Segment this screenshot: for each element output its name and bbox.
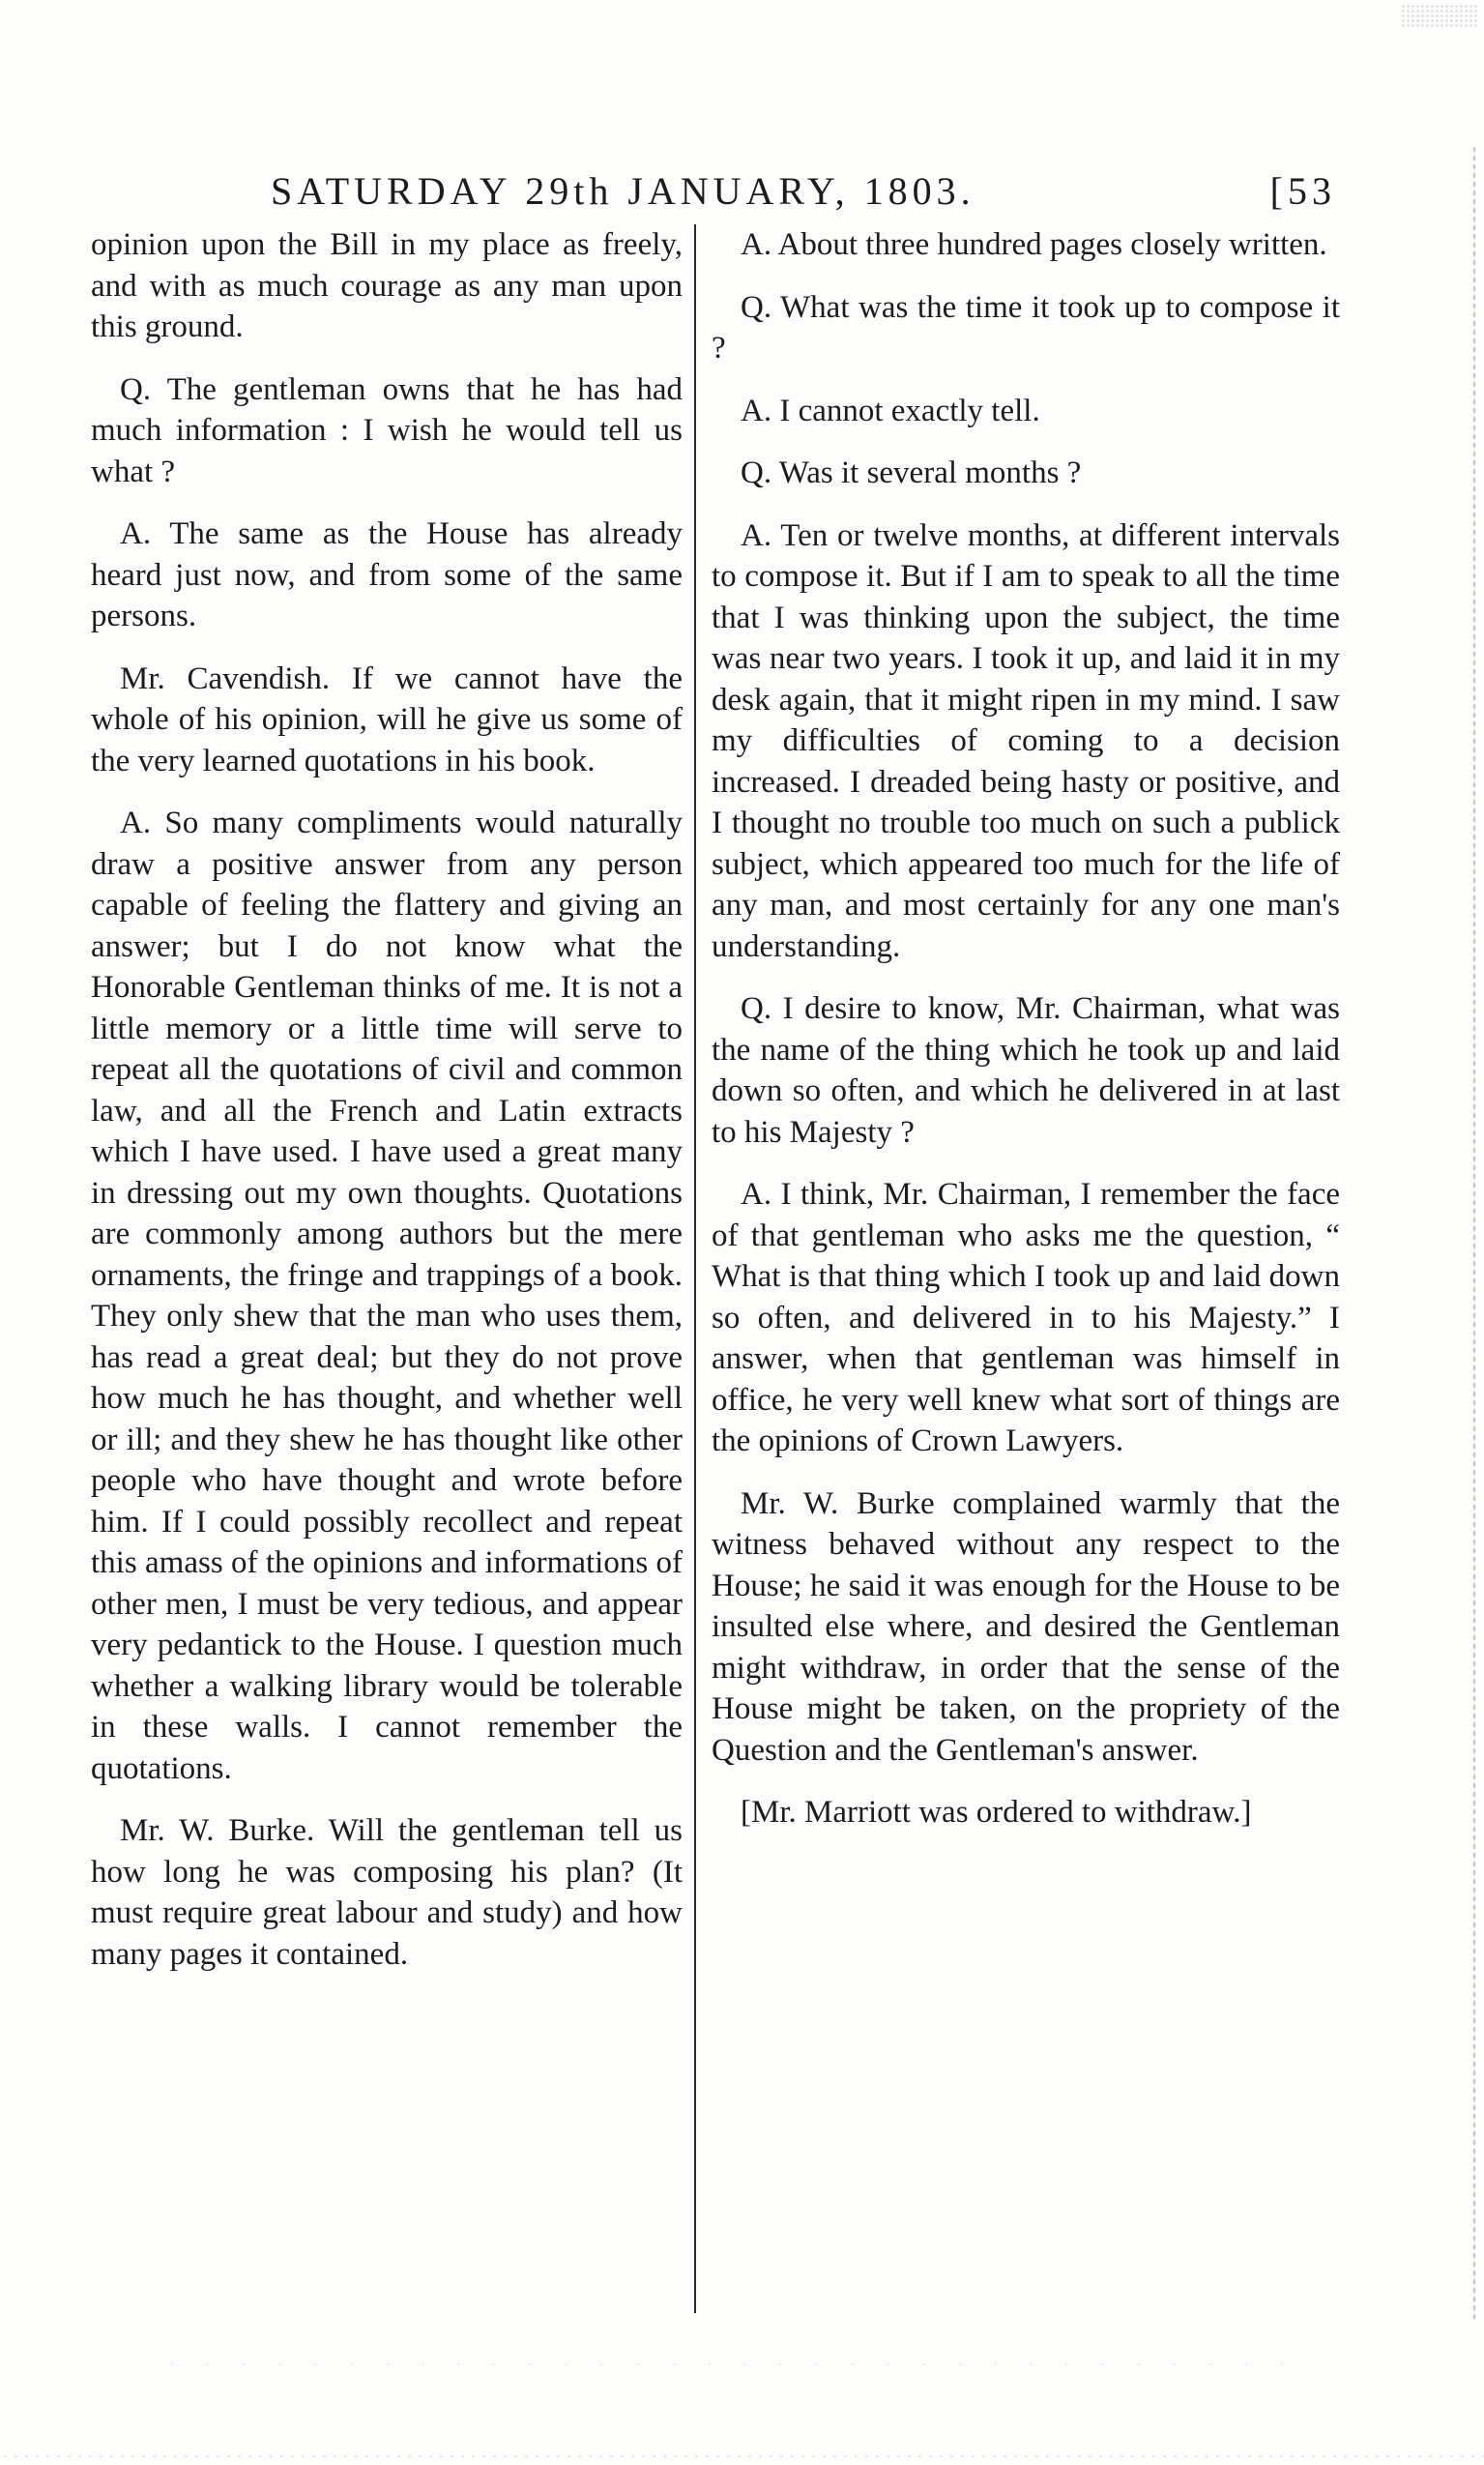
paragraph: Mr. Cavendish. If we cannot have the whole of his opinion, will he give us some of the very learned quotations in his book. [91, 660, 683, 778]
paragraph: Q. Was it several months ? [741, 455, 1082, 490]
scan-noise-bottom-edge [0, 2453, 1484, 2459]
paragraph: Q. I desire to know, Mr. Chairman, what was the name of the thing which he took up and laid down so often, and which he delivered in at last to his Majesty ? [712, 991, 1340, 1150]
paragraph: Q. What was the time it took up to compose it ? [712, 289, 1340, 366]
scan-noise-corner [1401, 4, 1478, 29]
paragraph: A. So many compliments would naturally draw a positive answer from any person capable of feeling the flattery and giving an answer; but I do not know what the Honorable Gentleman thinks of me. It is not a little memory or a little time will serve to repeat all the quotations of civil and common law, and all the French and Latin extracts which I have used. I have used a great many in dressing out my own thoughts. Quotations are commonly among authors but the mere ornaments, the fringe and trappings of a book. They only shew that the man who uses them, has read a great deal; but they do not prove how much he has thought, and whether well or ill; and they shew he has thought like other people who have thought and wrote before him. If I could possibly recollect and repeat this amass of the opinions and informations of other men, I must be very tedious, and appear very pedantick to the House. I question much whether a walking library would be tolerable in these walls. I cannot remember the quotations. [91, 806, 683, 1786]
page-number: [53 [1269, 169, 1336, 213]
right-column [712, 224, 1340, 1855]
paragraph: A. The same as the House has already heard just now, and from some of the same persons. [91, 516, 683, 633]
left-column [91, 224, 683, 1996]
paragraph: Q. The gentleman owns that he has had much information : I wish he would tell us what ? [91, 371, 683, 489]
paragraph: [Mr. Marriott was ordered to withdraw.] [741, 1795, 1252, 1830]
running-title: SATURDAY 29th JANUARY, 1803. [271, 169, 975, 213]
paragraph: A. Ten or twelve months, at different intervals to compose it. But if I am to speak to all the time that I was thinking upon the subject, the time was near two years. I took it up, and laid it in my desk again, that it might ripen in my mind. I saw my difficulties of coming to a decision increased. I dreaded being hasty or positive, and I thought no trouble too much on such a publick subject, which appeared too much for the life of any man, and most certainly for any one man's understanding. [712, 517, 1340, 964]
paragraph: Mr. W. Burke. Will the gentleman tell us how long he was composing his plan? (It must require great labour and study) and how many pages it contained. [91, 1813, 683, 1972]
column-divider [694, 224, 696, 2313]
paragraph: A. I cannot exactly tell. [741, 393, 1040, 428]
paragraph: A. I think, Mr. Chairman, I remember the face of that gentleman who asks me the question, “ What is that thing which I took up and laid down so often, and delivered in to his Majesty.” I answer, when that gentleman was himself in office, he very well knew what sort of things are the opinions of Crown Lawyers. [712, 1177, 1340, 1458]
page-header [271, 168, 1353, 219]
paragraph: A. About three hundred pages closely written. [741, 227, 1327, 262]
scan-noise-right-edge [1472, 145, 1476, 2321]
paragraph: opinion upon the Bill in my place as freely, and with as much courage as any man upon this ground. [91, 227, 683, 344]
paragraph: Mr. W. Burke complained warmly that the witness behaved without any respect to the House; he said it was enough for the House to be insulted else where, and desired the Gentleman might withdraw, in order that the sense of the House might be taken, on the propriety of the Question and the Gentleman's answer. [712, 1485, 1340, 1768]
scan-noise-bottom [155, 2360, 1315, 2369]
